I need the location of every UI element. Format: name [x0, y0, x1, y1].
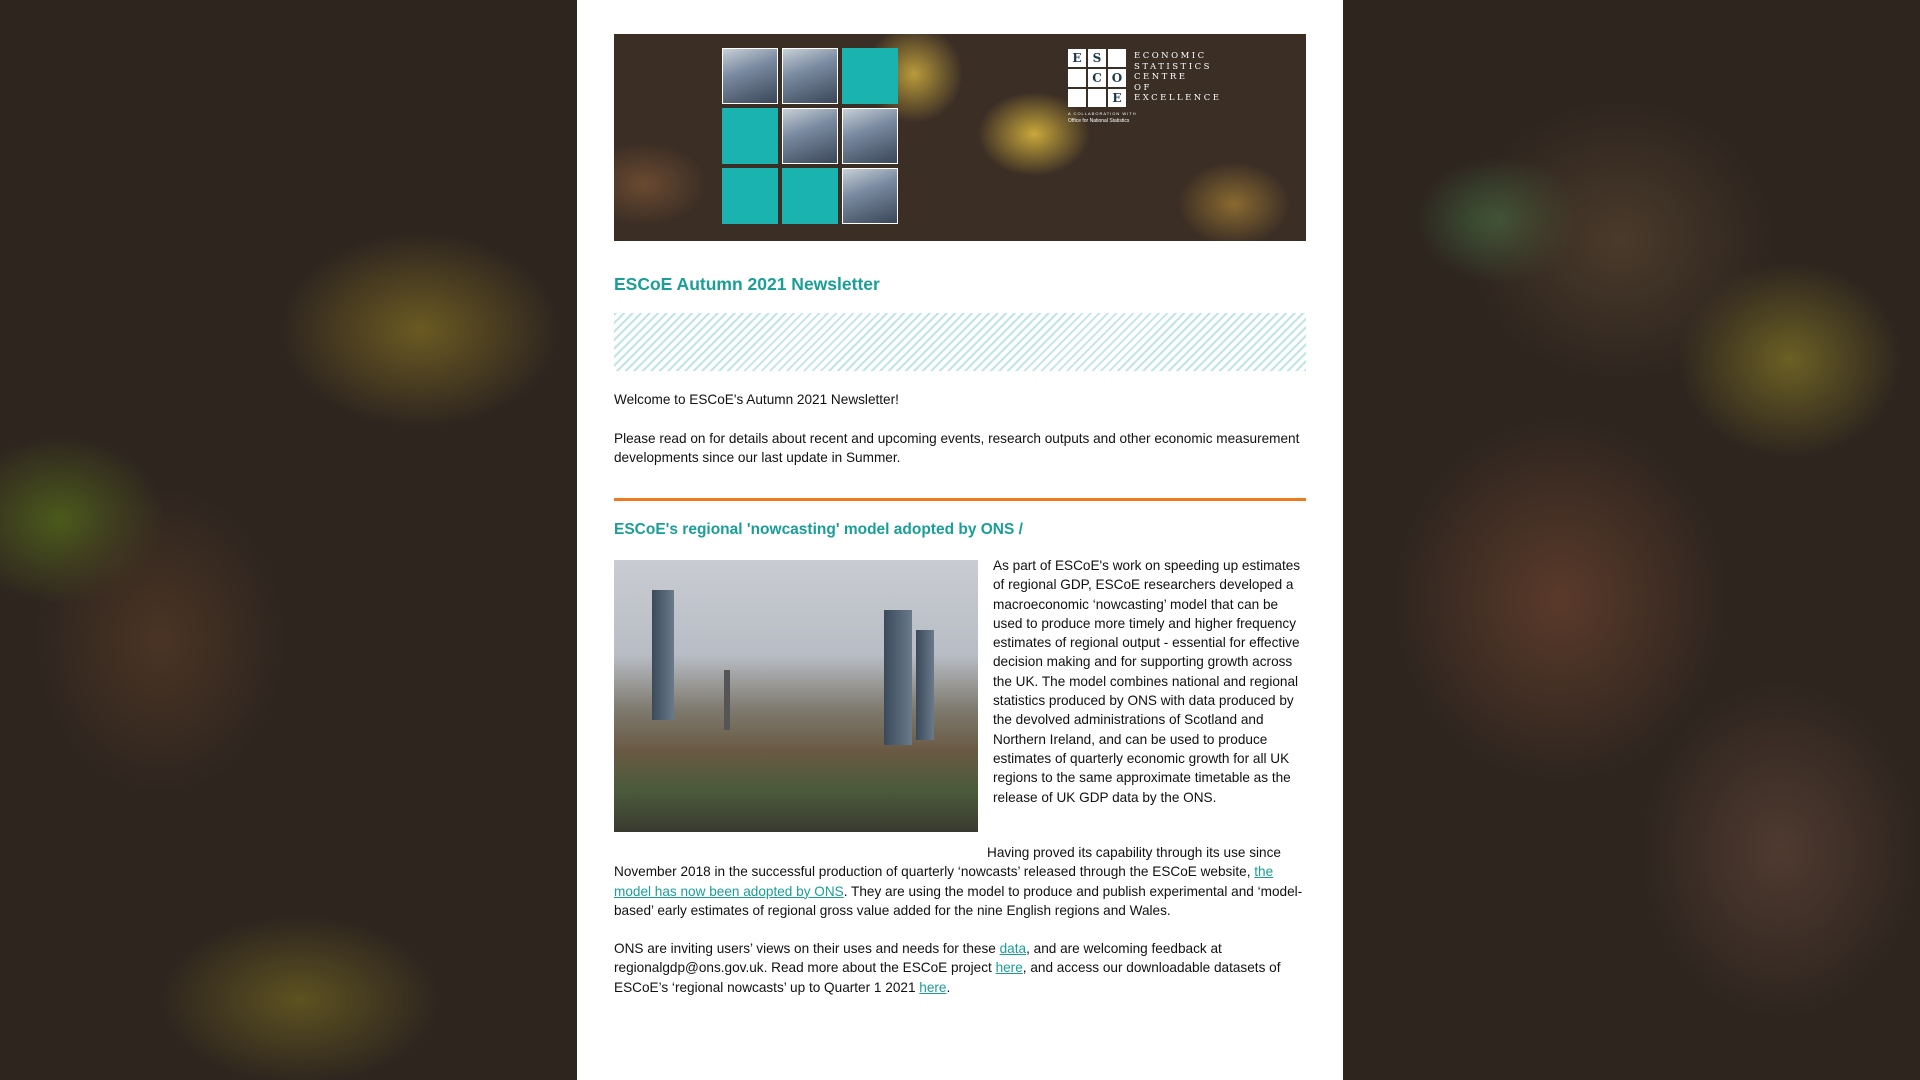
header-banner: [614, 34, 1306, 241]
ons-logo: Office for National Statistics: [1068, 118, 1130, 124]
newsletter-title: ESCoE Autumn 2021 Newsletter: [614, 274, 880, 294]
welcome-text: Welcome to ESCoE's Autumn 2021 Newsletter!: [614, 392, 899, 407]
article-heading: ESCoE's regional 'nowcasting' model adopted by ONS /: [614, 521, 1023, 538]
logo-letter: C: [1088, 69, 1106, 87]
logo-subtitle: A COLLABORATION WITH: [1068, 111, 1137, 116]
logo-wordmark: ECONOMIC STATISTICS CENTRE OF EXCELLENCE: [1134, 51, 1222, 103]
data-link[interactable]: data: [999, 941, 1027, 956]
collage-photo: [842, 168, 898, 224]
article-paragraph-2: Having proved its capability through its use since November 2018 in the successful production of quarterly ‘nowcasts’ released through the ESCoE website, the model has now been adopted by ONS. They are using the model to produce and publish experimental and ‘model-based’ early estimates of regional gross value added for the nine English regions and Wales.: [614, 845, 1303, 918]
project-here-link[interactable]: here: [995, 960, 1023, 976]
manchester-skyline-image: [614, 560, 978, 832]
logo-letter: E: [1068, 49, 1086, 67]
collage-tile: [782, 168, 838, 224]
collage-photo: [782, 108, 838, 164]
intro-text: Please read on for details about recent and upcoming events, research outputs and other economic measurement developments since our last update in Summer.: [614, 431, 1300, 466]
collage-photo: [782, 48, 838, 104]
article-side-text: As part of ESCoE's work on speeding up estimates of regional GDP, ESCoE researchers developed a macroeconomic ‘nowcasting’ model that can be used to produce more timely and higher frequency estimates of regional output - essential for effective decision making and for supporting growth across the UK. The model combines national and regional statistics produced by ONS with data produced by the devolved administrations of Scotland and Northern Ireland, and can be used to produce estimates of quarterly economic growth for all UK regions to the same approximate timetable as the release of UK GDP data by the ONS.: [993, 558, 1301, 805]
datasets-here-link[interactable]: here: [919, 979, 947, 995]
logo-letter: E: [1108, 89, 1126, 107]
photo-collage: [722, 48, 898, 224]
logo-letter: [1068, 69, 1086, 87]
logo-letter: O: [1108, 69, 1126, 87]
logo-letter: S: [1088, 49, 1106, 67]
collage-photo: [722, 48, 778, 104]
striped-divider: [614, 313, 1306, 371]
logo-letter: [1108, 49, 1126, 67]
collage-tile: [722, 108, 778, 164]
logo-letter: [1088, 89, 1106, 107]
collage-tile: [842, 48, 898, 104]
section-divider: [614, 498, 1306, 501]
logo-letter: [1068, 89, 1086, 107]
newsletter-page: [577, 0, 1343, 1080]
escoe-logo: [1068, 49, 1221, 124]
collage-photo: [842, 108, 898, 164]
collage-tile: [722, 168, 778, 224]
adopted-by-ons-link[interactable]: the model has now been adopted by ONS: [614, 864, 1274, 899]
article-paragraph-3: ONS are inviting users’ views on their uses and needs for these data, and are welcoming feedback at regionalgdp@ons.gov.uk. Read more about the ESCoE project here, and access our downloadable datasets of ESCoE’s ‘regional nowcasts’ up to Quarter 1 2021 here.: [614, 941, 1281, 995]
